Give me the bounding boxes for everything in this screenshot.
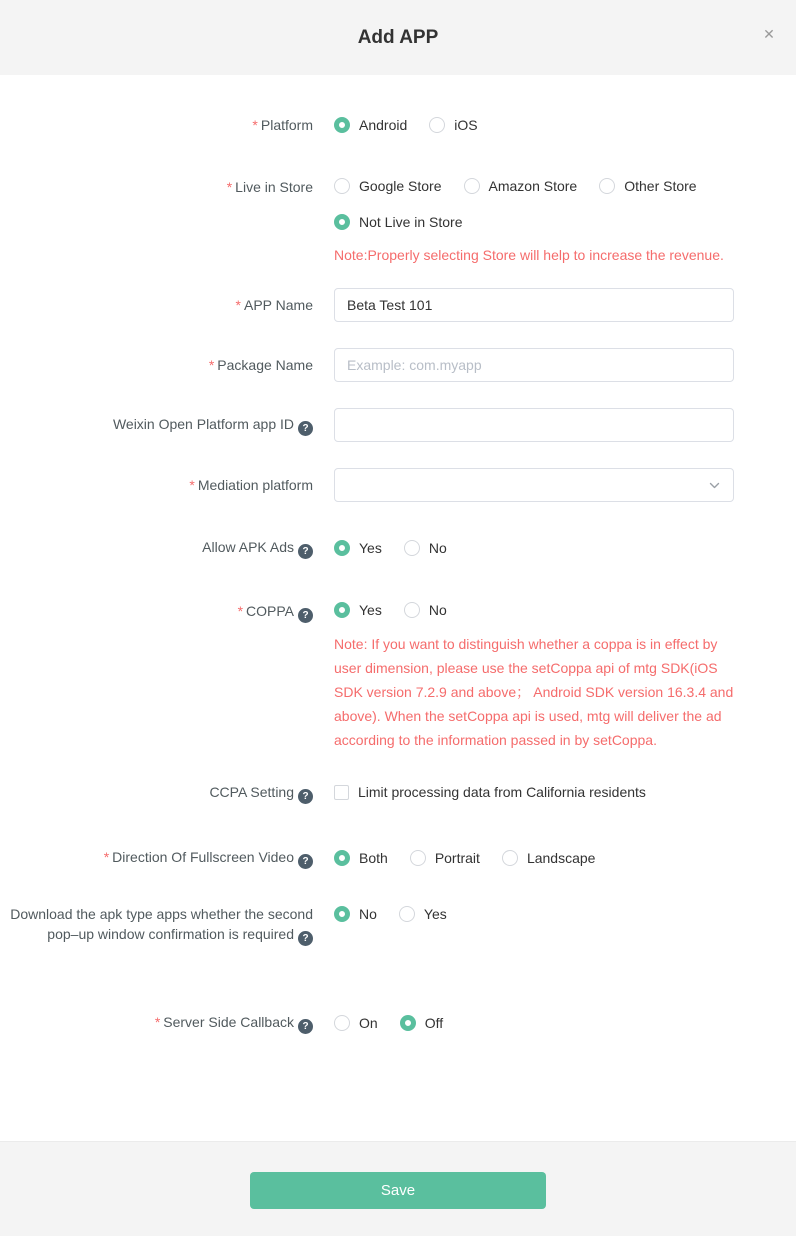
required-marker: * (252, 117, 258, 133)
help-icon[interactable]: ? (298, 421, 313, 436)
row-allow-apk-ads (0, 537, 796, 559)
radio-coppa-no-label: No (428, 602, 447, 618)
row-package-name (0, 348, 796, 382)
radio-android-label: Android (359, 117, 408, 133)
radio-not-live-in-store-label: Not Live in Store (359, 214, 463, 230)
platform-radio-group (334, 116, 796, 134)
radio-checked-icon (334, 214, 350, 230)
row-server-side-callback (0, 1012, 796, 1034)
required-marker: * (226, 179, 233, 195)
radio-direction-landscape-label: Landscape (526, 850, 596, 866)
radio-direction-landscape[interactable] (502, 849, 596, 867)
radio-allow-apk-no-label: No (428, 540, 447, 556)
radio-google-store[interactable] (334, 177, 442, 195)
direction-radio-group (334, 849, 796, 867)
radio-callback-on-label: On (359, 1015, 378, 1031)
help-icon[interactable]: ? (298, 608, 313, 623)
checkbox-unchecked-icon (334, 785, 349, 800)
allow-apk-ads-label: Allow APK Ads ? (0, 537, 313, 559)
radio-download-yes[interactable] (399, 905, 447, 923)
chevron-down-icon (708, 479, 721, 492)
radio-coppa-yes-label: Yes (359, 602, 382, 618)
close-icon[interactable]: ✕ (760, 25, 778, 43)
radio-unchecked-icon (399, 906, 415, 922)
radio-ios[interactable] (429, 116, 477, 134)
store-note: Note:Properly selecting Store will help to increase the revenue. (334, 247, 724, 263)
required-marker: * (237, 603, 244, 619)
radio-unchecked-icon (429, 117, 445, 133)
radio-checked-icon (334, 906, 350, 922)
radio-direction-portrait[interactable] (410, 849, 480, 867)
radio-checked-icon (334, 117, 350, 133)
radio-unchecked-icon (404, 602, 420, 618)
package-name-input[interactable] (334, 348, 734, 382)
server-side-callback-label: * Server Side Callback ? (0, 1012, 313, 1034)
row-direction-fullscreen-video (0, 847, 796, 869)
ccpa-checkbox-label: Limit processing data from California residents (358, 784, 646, 801)
coppa-controls (334, 601, 796, 752)
radio-download-yes-label: Yes (423, 906, 447, 922)
row-weixin-app-id (0, 408, 796, 442)
radio-other-store-label: Other Store (624, 178, 697, 194)
app-name-input[interactable] (334, 288, 734, 322)
radio-other-store[interactable] (599, 177, 696, 195)
store-options-row (334, 177, 796, 195)
radio-allow-apk-yes-label: Yes (359, 540, 382, 556)
radio-unchecked-icon (410, 850, 426, 866)
allow-apk-ads-radio-group (334, 539, 796, 557)
save-button[interactable]: Save (250, 1172, 546, 1209)
radio-unchecked-icon (502, 850, 518, 866)
row-app-name (0, 288, 796, 322)
radio-ios-label: iOS (454, 117, 478, 133)
dialog-header (0, 0, 796, 75)
help-icon[interactable]: ? (298, 1019, 313, 1034)
help-icon[interactable]: ? (298, 854, 313, 869)
required-marker: * (235, 297, 241, 313)
radio-direction-both-label: Both (359, 850, 388, 866)
help-icon[interactable]: ? (298, 544, 313, 559)
not-live-row (334, 213, 796, 231)
weixin-app-id-input[interactable] (334, 408, 734, 442)
required-marker: * (208, 357, 215, 373)
radio-amazon-store-label: Amazon Store (488, 178, 578, 194)
server-callback-radio-group (334, 1014, 796, 1032)
radio-download-no-label: No (359, 906, 377, 922)
radio-coppa-yes[interactable] (334, 601, 382, 619)
apk-download-radio-group (334, 904, 796, 923)
radio-direction-portrait-label: Portrait (434, 850, 480, 866)
radio-direction-both[interactable] (334, 849, 388, 867)
required-marker: * (103, 849, 110, 865)
coppa-note: Note: If you want to distinguish whether a coppa is in effect by user dimension, please use the setCoppa api of mtg SDK(iOS SDK version 7.2.9 and above； Android SDK version 16.3.4 and above). When the setCoppa api is used, mtg will deliver the ad according to the information passed in by setCoppa. (334, 636, 734, 748)
help-icon[interactable]: ? (298, 931, 313, 946)
weixin-app-id-label: Weixin Open Platform app ID ? (0, 414, 313, 436)
row-platform (0, 115, 796, 135)
coppa-radio-group (334, 601, 796, 619)
live-in-store-controls (334, 177, 796, 267)
radio-download-no[interactable] (334, 905, 377, 923)
package-name-label: * Package Name (208, 357, 313, 373)
radio-unchecked-icon (599, 178, 615, 194)
radio-not-live-in-store[interactable] (334, 213, 463, 231)
coppa-label: * COPPA ? (0, 601, 313, 623)
required-marker: * (189, 477, 195, 493)
radio-checked-icon (400, 1015, 416, 1031)
row-live-in-store (0, 177, 796, 267)
apk-download-confirm-label: Download the apk type apps whether the second pop–up window confirmation is required ? (10, 906, 313, 944)
radio-callback-off[interactable] (400, 1014, 443, 1032)
radio-amazon-store[interactable] (464, 177, 578, 195)
row-mediation-platform (0, 468, 796, 502)
radio-unchecked-icon (464, 178, 480, 194)
radio-google-store-label: Google Store (359, 178, 442, 194)
help-icon[interactable]: ? (298, 789, 313, 804)
ccpa-checkbox-item[interactable] (334, 783, 646, 801)
required-marker: * (154, 1014, 161, 1030)
dialog-footer (0, 1141, 796, 1236)
radio-allow-apk-no[interactable] (404, 539, 447, 557)
app-name-label: * APP Name (235, 297, 313, 313)
row-coppa (0, 601, 796, 752)
radio-callback-off-label: Off (424, 1015, 444, 1031)
radio-coppa-no[interactable] (404, 601, 447, 619)
mediation-platform-label: * Mediation platform (189, 477, 313, 493)
radio-android[interactable] (334, 116, 407, 134)
row-apk-download-confirm (0, 904, 796, 946)
add-app-form (0, 75, 796, 1034)
page-title: Add APP (357, 26, 439, 48)
radio-unchecked-icon (404, 540, 420, 556)
radio-unchecked-icon (334, 178, 350, 194)
row-ccpa-setting (0, 782, 796, 804)
mediation-platform-select[interactable] (334, 468, 734, 502)
radio-unchecked-icon (334, 1015, 350, 1031)
radio-checked-icon (334, 602, 350, 618)
radio-callback-on[interactable] (334, 1014, 378, 1032)
direction-label: * Direction Of Fullscreen Video ? (0, 847, 313, 869)
live-in-store-label: * Live in Store (226, 179, 313, 195)
radio-checked-icon (334, 540, 350, 556)
ccpa-setting-label: CCPA Setting ? (0, 782, 313, 804)
platform-label: * Platform (252, 117, 313, 133)
radio-checked-icon (334, 850, 350, 866)
radio-allow-apk-yes[interactable] (334, 539, 382, 557)
